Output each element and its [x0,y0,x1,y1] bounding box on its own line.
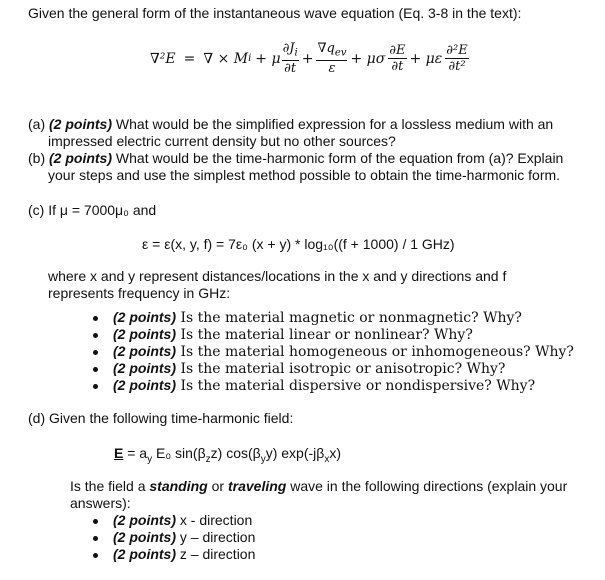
bullet-icon [93,333,98,338]
bullet-icon [93,519,98,524]
question-c-header: (c) If μ = 7000μ₀ and [28,202,157,218]
epsilon-equation: ε = ε(x, y, f) = 7ε₀ (x + y) * log₁₀((f + 1000) / 1 GHz) [142,236,455,252]
c5-text: Is the material dispersive or nondispersive? Why? [176,378,536,394]
eq-frac3-num: ∂E [389,42,406,58]
c3-text: Is the material homogeneous or inhomogeneous? Why? [176,344,574,360]
eq-frac-dj-dt [282,42,299,76]
question-a-points: (2 points) [49,116,113,132]
field-bx-sub: x [324,453,330,465]
eq-frac4-num: ∂²E [446,42,468,58]
d1-points: (2 points) [113,512,176,528]
field-tail: E₀ sin(β [152,445,206,461]
eq-lhs: ∇²E [150,50,176,67]
d1-text: x - direction [176,512,253,528]
d-q1-standing: standing [149,478,208,494]
eq-plus-mu-eps: + με [409,50,443,67]
field-equation [114,445,341,465]
eq-equals: = [183,50,196,67]
question-a-label: (a) [28,116,46,132]
question-c-where-line1: where x and y represent distances/locations in the x and y directions and f [48,268,507,284]
list-item-c2 [113,326,473,343]
c2-points: (2 points) [113,326,176,342]
bullet-icon [93,350,98,355]
c1-points: (2 points) [113,309,176,325]
list-item-c1 [113,309,522,326]
bullet-icon [93,367,98,372]
field-bz-sub: z [205,453,211,465]
d3-text: z – direction [176,546,256,562]
eq-frac2-num: ∇q [317,41,335,56]
field-ay-sub: y [147,453,153,465]
question-b [28,150,563,166]
eq-frac4-den: ∂t² [448,59,466,75]
c5-points: (2 points) [113,377,176,393]
field-mid1: z) cos(β [210,445,261,461]
question-d-prompt-line2: answers): [70,495,131,511]
field-mid2: y) exp(-jβ [265,445,325,461]
question-a-line2: impressed electric current density but no other sources? [48,133,396,149]
d2-text: y – direction [176,529,256,545]
eq-frac2-num-sub: ev [334,47,347,59]
eq-frac-de-dt [388,44,406,74]
d3-points: (2 points) [113,546,176,562]
list-item-c4 [113,360,505,377]
eq-frac2-den: ε [328,61,336,77]
bullet-icon [93,536,98,541]
eq-curl-m-sub: i [248,53,252,65]
field-by-sub: y [260,453,266,465]
c3-points: (2 points) [113,343,176,359]
eq-plus-mu-sigma: + μσ [350,50,386,67]
field-end: x) [329,445,341,461]
field-eq-a: = a [123,445,148,461]
c4-text: Is the material isotropic or anisotropic? Why? [176,361,506,377]
c2-text: Is the material linear or nonlinear? Why? [176,327,473,343]
c4-points: (2 points) [113,360,176,376]
field-e-vector: E [114,445,124,461]
d-q1-traveling: traveling [227,478,287,494]
d2-points: (2 points) [113,529,176,545]
eq-frac3-den: ∂t [391,59,404,75]
c1-text: Is the material magnetic or nonmagnetic? Why? [176,310,522,326]
question-d-header: (d) Given the following time-harmonic field: [28,410,294,426]
wave-equation [150,42,470,76]
eq-curl-m: ∇ × M [203,50,249,67]
eq-frac1-num-sub: i [294,47,298,59]
eq-frac-grad-q [316,42,347,76]
d-q1-pre: Is the field a [70,478,150,494]
list-item-d3 [113,546,255,562]
list-item-d1 [113,512,252,528]
list-item-c5 [113,377,535,394]
question-d-prompt [70,478,567,494]
d-q1-post: wave in the following directions (explain your [286,478,568,494]
list-item-c3 [113,343,574,360]
list-item-d2 [113,529,255,545]
question-b-label: (b) [28,150,46,166]
d-q1-or: or [207,478,228,494]
question-a-line1: What would be the simplified expression for a lossless medium with an [112,116,554,132]
question-c-where-line2: represents frequency in GHz: [48,285,231,301]
bullet-icon [93,316,98,321]
question-b-line2: your steps and use the simplest method possible to obtain the time-harmonic form. [48,167,561,183]
question-b-line1: What would be the time-harmonic form of the equation from (a)? Explain [112,150,564,166]
bullet-icon [93,553,98,558]
intro-text: Given the general form of the instantaneous wave equation (Eq. 3-8 in the text): [28,5,522,21]
bullet-icon [93,384,98,389]
eq-frac-d2e-dt2 [445,44,468,74]
question-b-points: (2 points) [49,150,113,166]
eq-plus-mu: + μ [255,50,281,67]
eq-frac1-den: ∂t [284,61,297,77]
question-a [28,116,553,132]
eq-plus: + [301,50,314,67]
eq-frac1-num: ∂J [282,41,295,56]
